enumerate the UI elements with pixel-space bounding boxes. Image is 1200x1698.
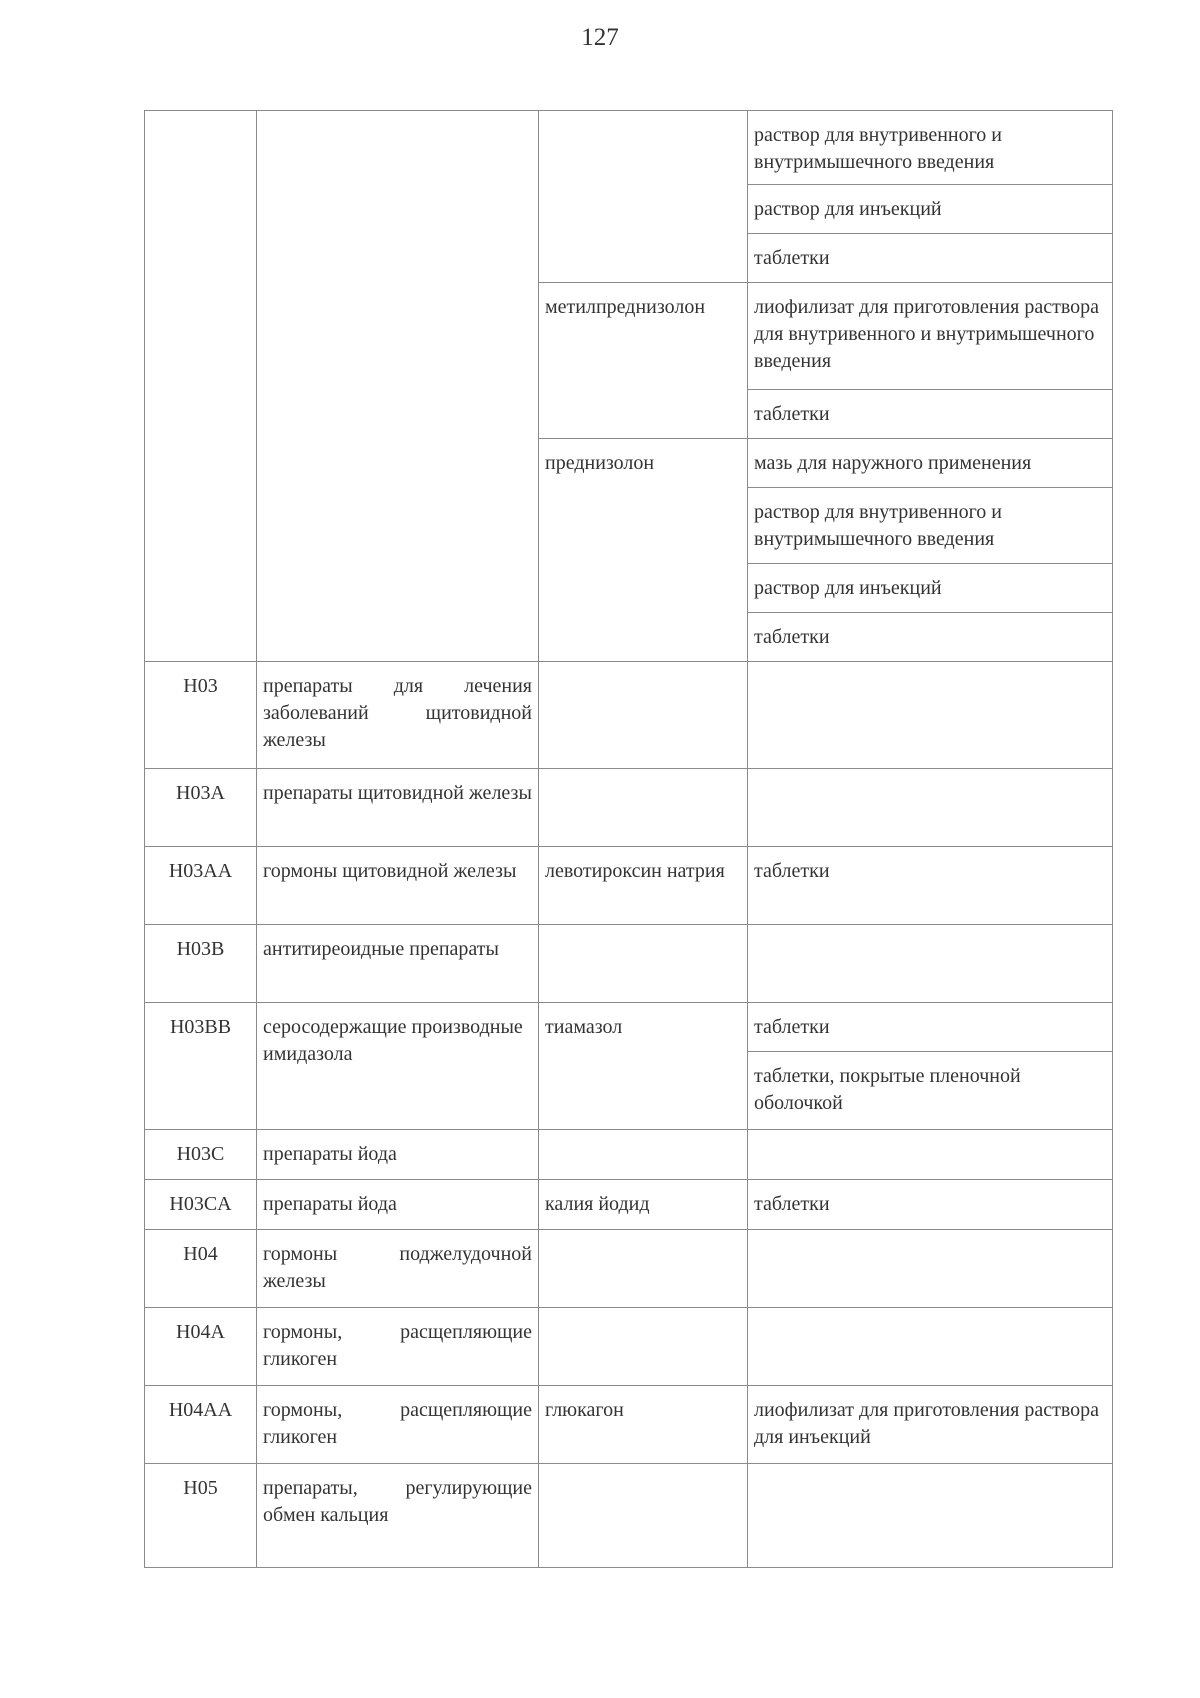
table-row (145, 1130, 1113, 1180)
page-number: 127 (581, 24, 619, 51)
dosage-form-cell: раствор для внутривенного и внутримышечного введения (748, 488, 1113, 564)
inn-cell: тиамазол (539, 1003, 748, 1130)
code-cell: H03 (145, 662, 257, 769)
dosage-form-cell: мазь для наружного применения (748, 439, 1113, 488)
code-cell: H05 (145, 1464, 257, 1568)
dosage-form-cell (748, 1308, 1113, 1386)
dosage-form-cell (748, 925, 1113, 1003)
table-row (145, 1308, 1113, 1386)
code-cell: H04A (145, 1308, 257, 1386)
dosage-form-cell: таблетки (748, 390, 1113, 439)
code-cell: H03A (145, 769, 257, 847)
inn-cell: преднизолон (539, 439, 748, 662)
group-cell: препараты йода (257, 1130, 539, 1180)
table-row (145, 111, 1113, 185)
code-cell: H04AA (145, 1386, 257, 1464)
code-cell (145, 111, 257, 662)
dosage-form-cell: раствор для инъекций (748, 185, 1113, 234)
inn-cell (539, 662, 748, 769)
code-cell: H03C (145, 1130, 257, 1180)
inn-cell (539, 925, 748, 1003)
table-row (145, 847, 1113, 925)
group-cell: гормоны, расщепляющие гликоген (257, 1386, 539, 1464)
inn-cell (539, 111, 748, 283)
table-row (145, 1464, 1113, 1568)
code-cell: H04 (145, 1230, 257, 1308)
dosage-form-cell: лиофилизат для приготовления раствора для внутривенного и внутримышечного введения (748, 283, 1113, 390)
group-cell: препараты щитовидной железы (257, 769, 539, 847)
dosage-form-cell: таблетки (748, 847, 1113, 925)
dosage-form-cell (748, 662, 1113, 769)
dosage-form-cell (748, 1464, 1113, 1568)
dosage-form-cell: таблетки, покрытые пленочной оболочкой (748, 1052, 1113, 1130)
dosage-form-cell (748, 1230, 1113, 1308)
table-row (145, 769, 1113, 847)
dosage-form-cell (748, 769, 1113, 847)
code-cell: H03BB (145, 1003, 257, 1130)
dosage-form-cell: раствор для инъекций (748, 564, 1113, 613)
inn-cell (539, 1464, 748, 1568)
dosage-form-cell: таблетки (748, 1003, 1113, 1052)
code-cell: H03B (145, 925, 257, 1003)
dosage-form-cell: раствор для внутривенного и внутримышечного введения (748, 111, 1113, 185)
group-cell: антитиреоидные препараты (257, 925, 539, 1003)
inn-cell (539, 1308, 748, 1386)
code-cell: H03CA (145, 1180, 257, 1230)
inn-cell: глюкагон (539, 1386, 748, 1464)
group-cell: гормоны щитовидной железы (257, 847, 539, 925)
inn-cell: калия йодид (539, 1180, 748, 1230)
dosage-form-cell: таблетки (748, 234, 1113, 283)
dosage-form-cell: лиофилизат для приготовления раствора для инъекций (748, 1386, 1113, 1464)
dosage-form-cell: таблетки (748, 1180, 1113, 1230)
dosage-form-cell: таблетки (748, 613, 1113, 662)
group-cell: серосодержащие производные имидазола (257, 1003, 539, 1130)
table-row (145, 1180, 1113, 1230)
group-cell: гормоны, расщепляющие гликоген (257, 1308, 539, 1386)
table-row (145, 1230, 1113, 1308)
group-cell: гормоны поджелудочной железы (257, 1230, 539, 1308)
table-row (145, 1386, 1113, 1464)
inn-cell (539, 1130, 748, 1180)
table-row (145, 925, 1113, 1003)
group-cell (257, 111, 539, 662)
inn-cell (539, 769, 748, 847)
table-row (145, 1003, 1113, 1052)
group-cell: препараты, регулирующие обмен кальция (257, 1464, 539, 1568)
group-cell: препараты для лечения заболеваний щитовидной железы (257, 662, 539, 769)
inn-cell: метилпреднизолон (539, 283, 748, 439)
dosage-form-cell (748, 1130, 1113, 1180)
group-cell: препараты йода (257, 1180, 539, 1230)
table-row (145, 662, 1113, 769)
code-cell: H03AA (145, 847, 257, 925)
drug-table (144, 110, 1113, 1568)
inn-cell: левотироксин натрия (539, 847, 748, 925)
inn-cell (539, 1230, 748, 1308)
